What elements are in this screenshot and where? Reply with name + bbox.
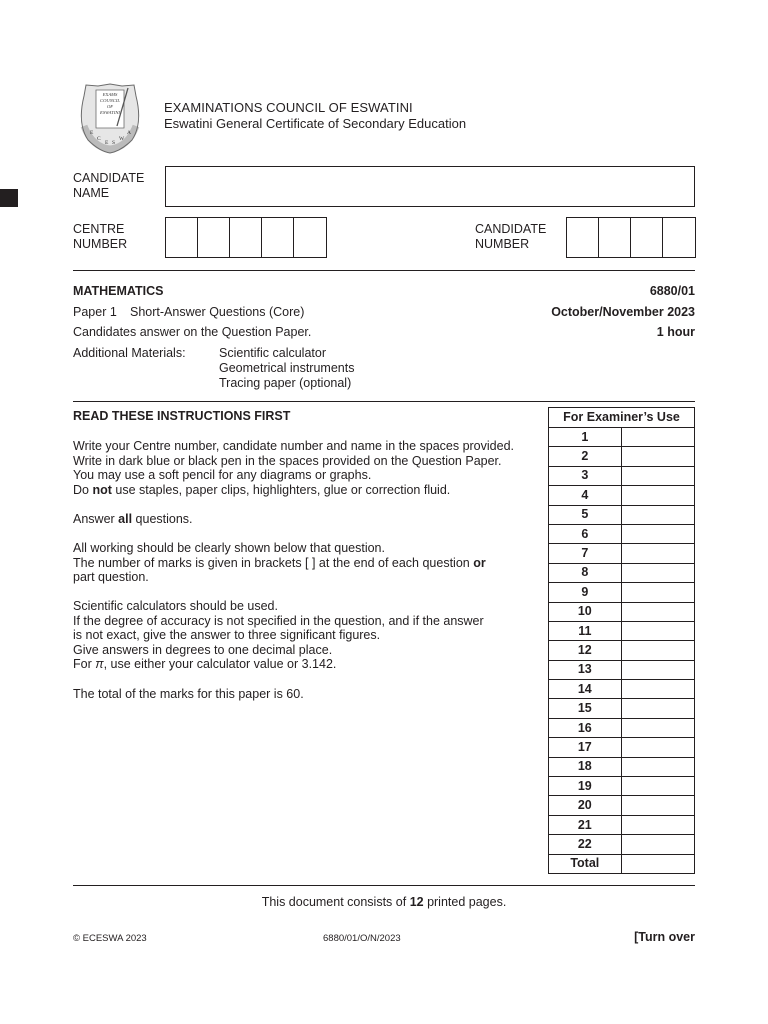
instructions-paragraph-4: Scientific calculators should be used. If the degree of accuracy is not specified in the question, and if the answer is not exact, give the answer to three significant figures. Give answers in degrees to one decimal place. For π, use either your calculator value or 3.142. [73,599,484,672]
question-number: 19 [549,777,622,796]
table-row [549,641,695,660]
candidate-digit-box[interactable] [567,218,599,257]
margin-registration-mark [0,189,18,207]
instructions-heading: READ THESE INSTRUCTIONS FIRST [73,409,291,423]
svg-text:E: E [90,130,94,136]
svg-text:E: E [105,140,109,146]
table-row [549,815,695,834]
table-row [549,854,695,873]
candidate-number-field[interactable] [566,217,696,258]
materials-list [219,346,354,390]
candidate-number-label: CANDIDATE NUMBER [475,222,547,251]
table-row [549,428,695,447]
table-row [549,447,695,466]
mark-cell [621,718,694,737]
table-row [549,524,695,543]
table-row [549,660,695,679]
mark-cell [621,680,694,699]
paper-number: Paper 1 [73,305,117,319]
svg-text:OF: OF [106,104,114,109]
question-number: 5 [549,505,622,524]
svg-text:S: S [112,140,116,146]
divider [73,401,695,402]
paper-code: 6880/01 [649,284,695,298]
table-row [549,505,695,524]
table-row [549,602,695,621]
paper-title: Short-Answer Questions (Core) [130,305,305,319]
centre-digit-box[interactable] [230,218,262,257]
question-number: 17 [549,738,622,757]
centre-number-field[interactable] [165,217,327,258]
page-count-note: This document consists of 12 printed pages. [261,895,507,909]
instructions-paragraph-5: The total of the marks for this paper is 60. [73,687,304,701]
question-number: 16 [549,718,622,737]
centre-number-label: CENTRE NUMBER [73,222,128,251]
total-label: Total [549,854,622,873]
total-mark-cell [621,854,694,873]
question-number: 3 [549,466,622,485]
material-item: Scientific calculator [219,346,326,360]
subject-title: MATHEMATICS [73,284,164,298]
question-number: 6 [549,524,622,543]
question-number: 12 [549,641,622,660]
mark-cell [621,738,694,757]
question-number: 22 [549,835,622,854]
mark-cell [621,660,694,679]
mark-cell [621,524,694,543]
table-row [549,835,695,854]
mark-cell [621,835,694,854]
candidate-digit-box[interactable] [663,218,695,257]
question-number: 8 [549,563,622,582]
mark-cell [621,757,694,776]
svg-text:COUNCIL: COUNCIL [100,98,120,103]
centre-digit-box[interactable] [198,218,230,257]
question-number: 11 [549,621,622,640]
table-row [549,563,695,582]
question-number: 2 [549,447,622,466]
turn-over: [Turn over [634,930,695,944]
mark-cell [621,447,694,466]
candidate-digit-box[interactable] [631,218,663,257]
candidate-name-field[interactable] [165,166,695,207]
question-number: 18 [549,757,622,776]
materials-label: Additional Materials: [73,346,186,360]
table-row [549,408,695,428]
table-row [549,777,695,796]
answer-instruction: Candidates answer on the Question Paper. [73,325,312,339]
question-number: 21 [549,815,622,834]
table-row [549,796,695,815]
table-row [549,738,695,757]
centre-digit-box[interactable] [262,218,294,257]
mark-cell [621,505,694,524]
question-number: 9 [549,583,622,602]
certificate-name: Eswatini General Certificate of Secondary Education [164,116,467,131]
copyright: © ECESWA 2023 [73,933,147,944]
table-row [549,757,695,776]
question-number: 14 [549,680,622,699]
svg-text:W: W [119,136,125,142]
table-row [549,718,695,737]
svg-text:ESWATINI: ESWATINI [100,110,120,115]
paper-reference: 6880/01/O/N/2023 [323,933,401,944]
mark-cell [621,466,694,485]
table-row [549,699,695,718]
material-item: Geometrical instruments [219,360,355,375]
mark-cell [621,641,694,660]
question-number: 10 [549,602,622,621]
examiner-table-heading: For Examiner’s Use [549,408,695,428]
table-row [549,680,695,699]
instructions-paragraph-3: All working should be clearly shown below that question. The number of marks is given in brackets [ ] at the end of each question or part question. [73,541,486,585]
table-row [549,583,695,602]
question-number: 4 [549,486,622,505]
question-number: 13 [549,660,622,679]
eceswa-logo [70,82,150,154]
mark-cell [621,699,694,718]
table-row [549,466,695,485]
mark-cell [621,563,694,582]
divider [73,270,695,271]
council-name: EXAMINATIONS COUNCIL OF ESWATINI [164,100,413,115]
svg-text:A: A [127,130,131,136]
centre-digit-box[interactable] [294,218,326,257]
candidate-digit-box[interactable] [599,218,631,257]
instructions-paragraph-1: Write your Centre number, candidate number and name in the spaces provided. Write in dark blue or black pen in the spaces provided on the Question Paper. You may use a soft pencil for any diagrams or graphs. Do not use staples, paper clips, highlighters, glue or correction fluid. [73,439,514,497]
mark-cell [621,583,694,602]
candidate-name-label: CANDIDATE NAME [73,171,145,200]
examiner-use-table [548,407,695,874]
exam-duration: 1 hour [656,325,695,339]
centre-digit-box[interactable] [166,218,198,257]
table-row [549,544,695,563]
mark-cell [621,777,694,796]
mark-cell [621,621,694,640]
exam-session: October/November 2023 [551,305,695,319]
mark-cell [621,602,694,621]
question-number: 15 [549,699,622,718]
question-number: 7 [549,544,622,563]
mark-cell [621,796,694,815]
divider [73,885,695,886]
table-row [549,621,695,640]
mark-cell [621,486,694,505]
mark-cell [621,815,694,834]
mark-cell [621,544,694,563]
mark-cell [621,428,694,447]
question-number: 20 [549,796,622,815]
instructions-paragraph-2: Answer all questions. [73,512,193,526]
question-number: 1 [549,428,622,447]
svg-text:C: C [97,136,101,142]
material-item: Tracing paper (optional) [219,375,352,390]
table-row [549,486,695,505]
svg-text:EXAMS: EXAMS [102,92,118,97]
